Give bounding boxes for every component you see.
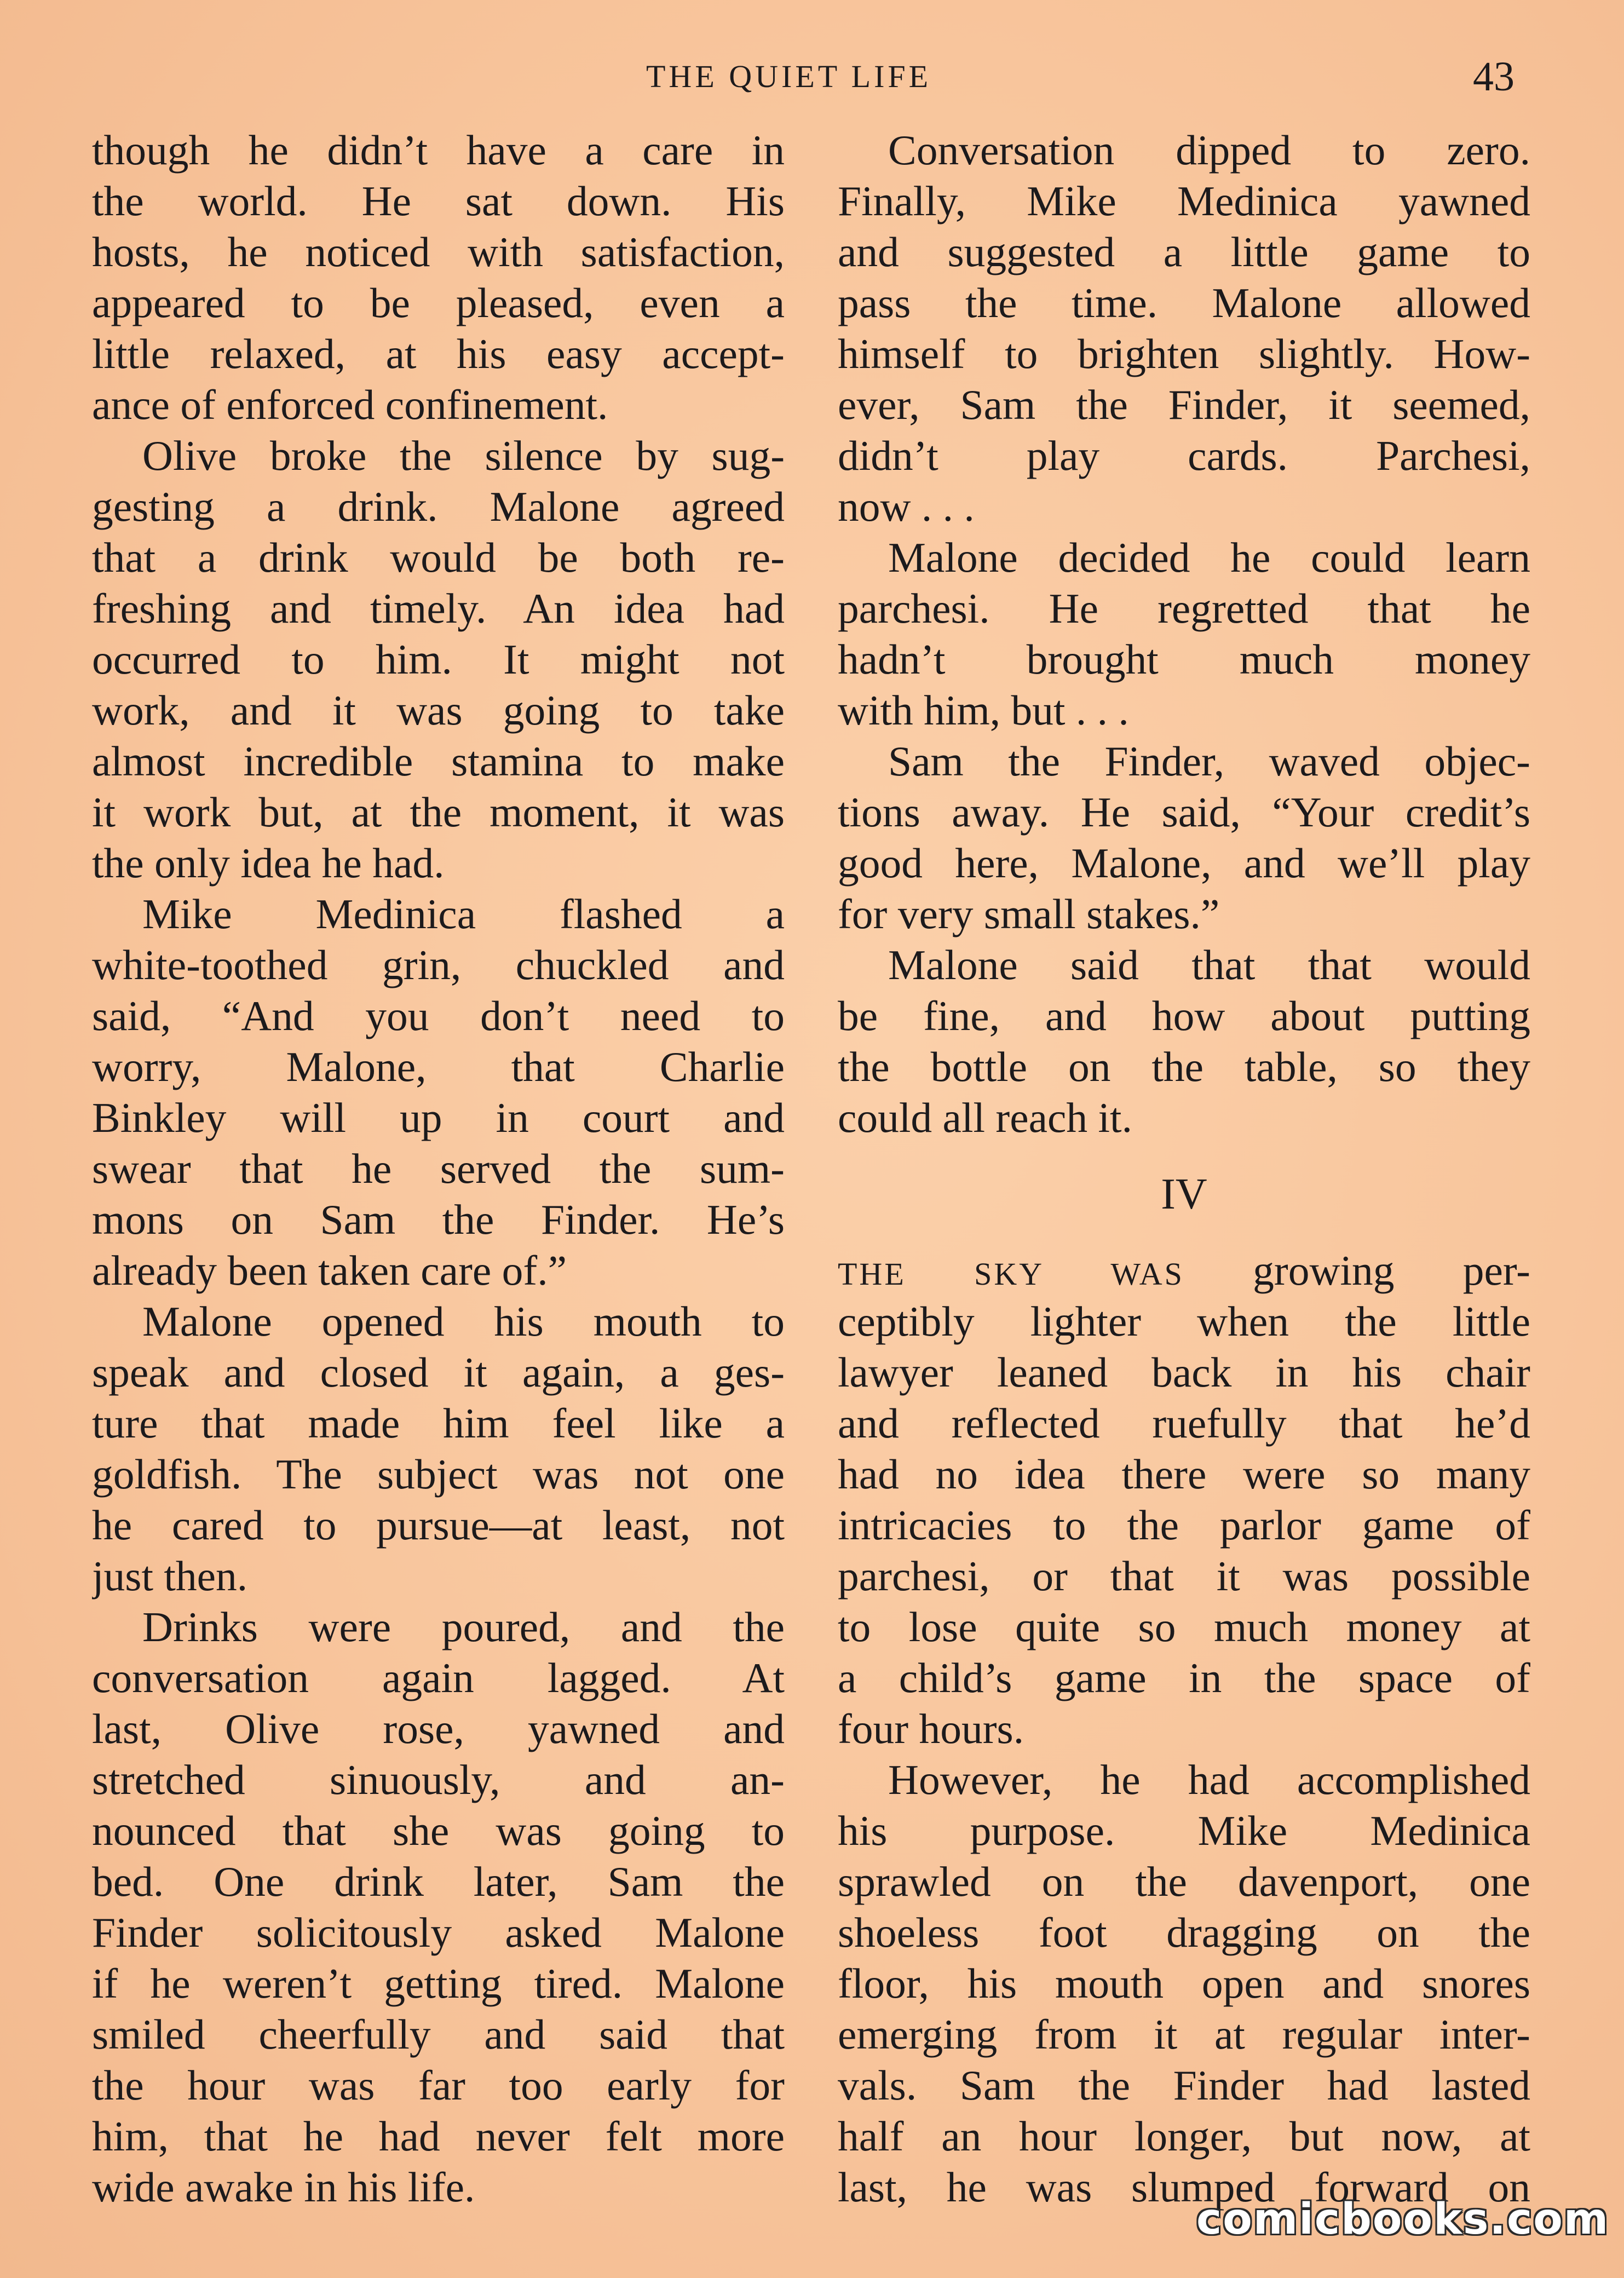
text-line: white-toothed grin, chuckled and — [92, 941, 785, 988]
text-line: parchesi. He regretted that he — [838, 585, 1530, 632]
running-title: THE QUIET LIFE — [646, 59, 932, 94]
text-line: he cared to pursue—at least, not — [92, 1502, 785, 1549]
watermark-logo: comicbooks.com — [1196, 2195, 1610, 2244]
text-line: nounced that she was going to — [92, 1807, 785, 1854]
text-line: stretched sinuously, and an- — [92, 1756, 785, 1803]
text-line: goldfish. The subject was not one — [92, 1451, 785, 1498]
text-line: it work but, at the moment, it was — [92, 789, 785, 836]
text-line: his purpose. Mike Medinica — [838, 1807, 1530, 1854]
text-line: and suggested a little game to — [838, 228, 1530, 275]
text-line: Mike Medinica flashed a — [142, 890, 785, 937]
text-line: if he weren’t getting tired. Malone — [92, 1960, 785, 2007]
section-opening-smallcaps: THE SKY WAS — [838, 1256, 1184, 1292]
text-line: gesting a drink. Malone agreed — [92, 483, 785, 530]
text-line: Finally, Mike Medinica yawned — [838, 177, 1530, 225]
text-line: good here, Malone, and we’ll play — [838, 839, 1530, 887]
text-line: parchesi, or that it was possible — [838, 1552, 1530, 1600]
text-line: occurred to him. It might not — [92, 636, 785, 683]
text-line: didn’t play cards. Parchesi, — [838, 432, 1530, 479]
text-line: work, and it was going to take — [92, 687, 785, 734]
text-line: intricacies to the parlor game of — [838, 1502, 1530, 1549]
text-line: though he didn’t have a care in — [92, 126, 785, 174]
text-line: half an hour longer, but now, at — [838, 2113, 1530, 2160]
text-line: and reflected ruefully that he’d — [838, 1400, 1530, 1447]
text-line: a child’s game in the space of — [838, 1654, 1530, 1701]
text-line: last, Olive rose, yawned and — [92, 1705, 785, 1752]
text-line: Malone said that that would — [888, 941, 1530, 988]
right-text-column — [838, 125, 1530, 2213]
text-line: ture that made him feel like a — [92, 1400, 785, 1447]
page-number: 43 — [1473, 54, 1514, 100]
text-line: that a drink would be both re- — [92, 534, 785, 581]
text-line: smiled cheerfully and said that — [92, 2011, 785, 2058]
text-line: him, that he had never felt more — [92, 2113, 785, 2160]
text-line: Finder solicitously asked Malone — [92, 1909, 785, 1956]
text-line: Malone decided he could learn — [888, 534, 1530, 581]
text-line: Conversation dipped to zero. — [888, 126, 1530, 174]
text-line: hadn’t brought much money — [838, 636, 1530, 683]
text-line: for very small stakes.” — [838, 890, 1220, 937]
text-line: Binkley will up in court and — [92, 1094, 785, 1141]
text-line: mons on Sam the Finder. He’s — [92, 1196, 785, 1243]
text-line: vals. Sam the Finder had lasted — [838, 2062, 1530, 2109]
text-line: lawyer leaned back in his chair — [838, 1349, 1530, 1396]
text-line: swear that he served the sum- — [92, 1145, 785, 1192]
text-line: emerging from it at regular inter- — [838, 2011, 1530, 2058]
text-line: almost incredible stamina to make — [92, 738, 785, 785]
text-line: said, “And you don’t need to — [92, 992, 785, 1039]
text-line: last, he was slumped forward on — [838, 2164, 1530, 2211]
text-line: just then. — [92, 1552, 248, 1600]
text-line: Drinks were poured, and the — [142, 1603, 785, 1650]
text-line: with him, but . . . — [838, 687, 1129, 734]
text-line: could all reach it. — [838, 1094, 1132, 1141]
text-line: Olive broke the silence by sug- — [142, 432, 785, 479]
text-line: worry, Malone, that Charlie — [92, 1043, 785, 1090]
text-line: four hours. — [838, 1705, 1024, 1752]
text-line: the only idea he had. — [92, 839, 445, 887]
left-text-column — [92, 125, 785, 2213]
text-line: freshing and timely. An idea had — [92, 585, 785, 632]
text-line: little relaxed, at his easy accept- — [92, 330, 785, 377]
section-opening-rest: growing per- — [1253, 1247, 1530, 1294]
text-line: be fine, and how about putting — [838, 992, 1530, 1039]
text-line: pass the time. Malone allowed — [838, 279, 1530, 326]
text-line: Sam the Finder, waved objec- — [888, 738, 1530, 785]
text-line: hosts, he noticed with satisfaction, — [92, 228, 785, 275]
text-line: bed. One drink later, Sam the — [92, 1858, 785, 1905]
text-line: appeared to be pleased, even a — [92, 279, 785, 326]
text-line: the world. He sat down. His — [92, 177, 785, 225]
text-line: ance of enforced confinement. — [92, 381, 608, 428]
section-heading: IV — [1161, 1170, 1207, 1218]
text-line: shoeless foot dragging on the — [838, 1909, 1530, 1956]
text-line: ever, Sam the Finder, it seemed, — [838, 381, 1530, 428]
text-line: now . . . — [838, 483, 975, 530]
text-line: speak and closed it again, a ges- — [92, 1349, 785, 1396]
text-line: floor, his mouth open and snores — [838, 1960, 1530, 2007]
text-line: had no idea there were so many — [838, 1451, 1530, 1498]
text-line: to lose quite so much money at — [838, 1603, 1530, 1650]
text-line: the bottle on the table, so they — [838, 1043, 1530, 1090]
text-line: himself to brighten slightly. How- — [838, 330, 1530, 377]
text-line: However, he had accomplished — [888, 1756, 1530, 1803]
text-line: tions away. He said, “Your credit’s — [838, 789, 1530, 836]
text-line: conversation again lagged. At — [92, 1654, 785, 1701]
text-line: wide awake in his life. — [92, 2164, 475, 2211]
text-line: the hour was far too early for — [92, 2062, 785, 2109]
text-line: Malone opened his mouth to — [142, 1298, 785, 1345]
section-opening-line — [838, 1245, 1530, 1296]
text-line: sprawled on the davenport, one — [838, 1858, 1530, 1905]
text-line: ceptibly lighter when the little — [838, 1298, 1530, 1345]
text-line: already been taken care of.” — [92, 1247, 567, 1294]
